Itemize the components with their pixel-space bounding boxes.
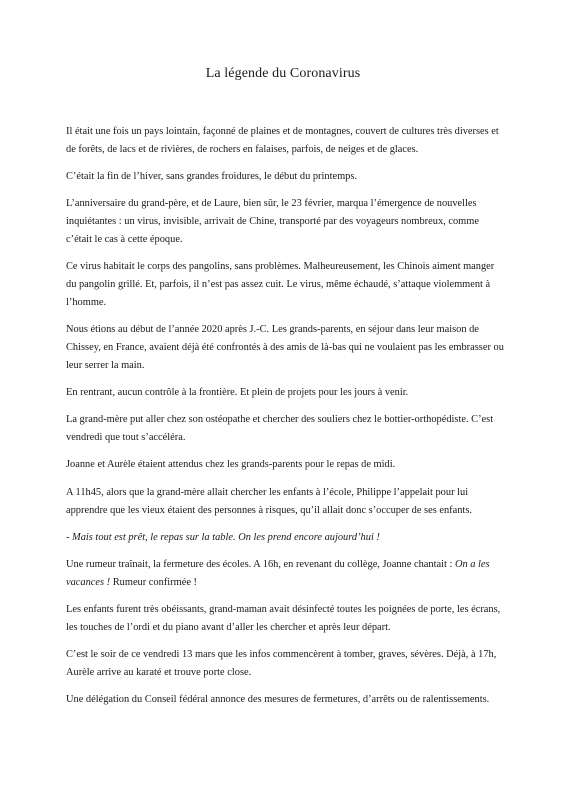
document-title: La légende du Coronavirus xyxy=(205,66,361,81)
paragraph-2: C’était la fin de l’hiver, sans grandes froidures, le début du printemps. xyxy=(66,171,358,183)
paragraph-9: A 11h45, alors que la grand-mère allait chercher les enfants à l’école, Philippe l’appelait pour lui apprendre que les vieux étaient des personnes à risques, qu’il allait donc s’occuper de ses enfants. xyxy=(66,486,472,516)
paragraph-11-text-after: Rumeur confirmée ! xyxy=(110,576,197,588)
paragraph-5: Nous étions au début de l’année 2020 après J.-C. Les grands-parents, en séjour dans leur maison de Chissey, en France, avaient déjà été confrontés à des amis de là-bas qui ne voulaient pas les embrasser ou leur serrer la main. xyxy=(66,324,504,371)
paragraph-11 xyxy=(66,556,504,592)
paragraph-12: Les enfants furent très obéissants, grand-maman avait désinfecté toutes les poignées de porte, les écrans, les touches de l’ordi et du piano avant d’aller les chercher et après leur départ. xyxy=(66,604,501,634)
dialogue-line: - Mais tout est prêt, le repas sur la table. On les prend encore aujourd’hui ! xyxy=(66,531,380,543)
document-body xyxy=(66,123,504,719)
paragraph-7: La grand-mère put aller chez son ostéopathe et chercher des souliers chez le bottier-orthopédiste. C’est vendredi que tout s’accéléra. xyxy=(66,414,494,444)
paragraph-11-text-before: Une rumeur traînait, la fermeture des écoles. A 16h, en revenant du collège, Joanne chantait : xyxy=(66,559,455,571)
paragraph-11-italic-quote: On a les vacances ! xyxy=(66,559,490,588)
paragraph-3: L’anniversaire du grand-père, et de Laure, bien sûr, le 23 février, marqua l’émergence de nouvelles inquiétantes : un virus, invisible, arrivait de Chine, transporté par des voyageurs nombreux, comme c’était le cas à cette époque. xyxy=(66,198,479,245)
paragraph-8: Joanne et Aurèle étaient attendus chez les grands-parents pour le repas de midi. xyxy=(66,459,396,471)
paragraph-1: Il était une fois un pays lointain, façonné de plaines et de montagnes, couvert de cultures très diverses et de forêts, de lacs et de rivières, de rochers en falaises, parfois, de neiges et de glaces. xyxy=(66,126,499,155)
paragraph-14: Une délégation du Conseil fédéral annonce des mesures de fermetures, d’arrêts ou de ralentissements. xyxy=(66,694,490,706)
paragraph-13: C’est le soir de ce vendredi 13 mars que les infos commencèrent à tomber, graves, sévères. Déjà, à 17h, Aurèle arrive au karaté et trouve porte close. xyxy=(66,649,497,679)
paragraph-6: En rentrant, aucun contrôle à la frontière. Et plein de projets pour les jours à venir. xyxy=(66,387,409,399)
paragraph-4: Ce virus habitait le corps des pangolins, sans problèmes. Malheureusement, les Chinois aiment manger du pangolin grillé. Et, parfois, il n’est pas assez cuit. Le virus, même échaudé, s’attaque violemment à l’homme. xyxy=(66,261,495,308)
